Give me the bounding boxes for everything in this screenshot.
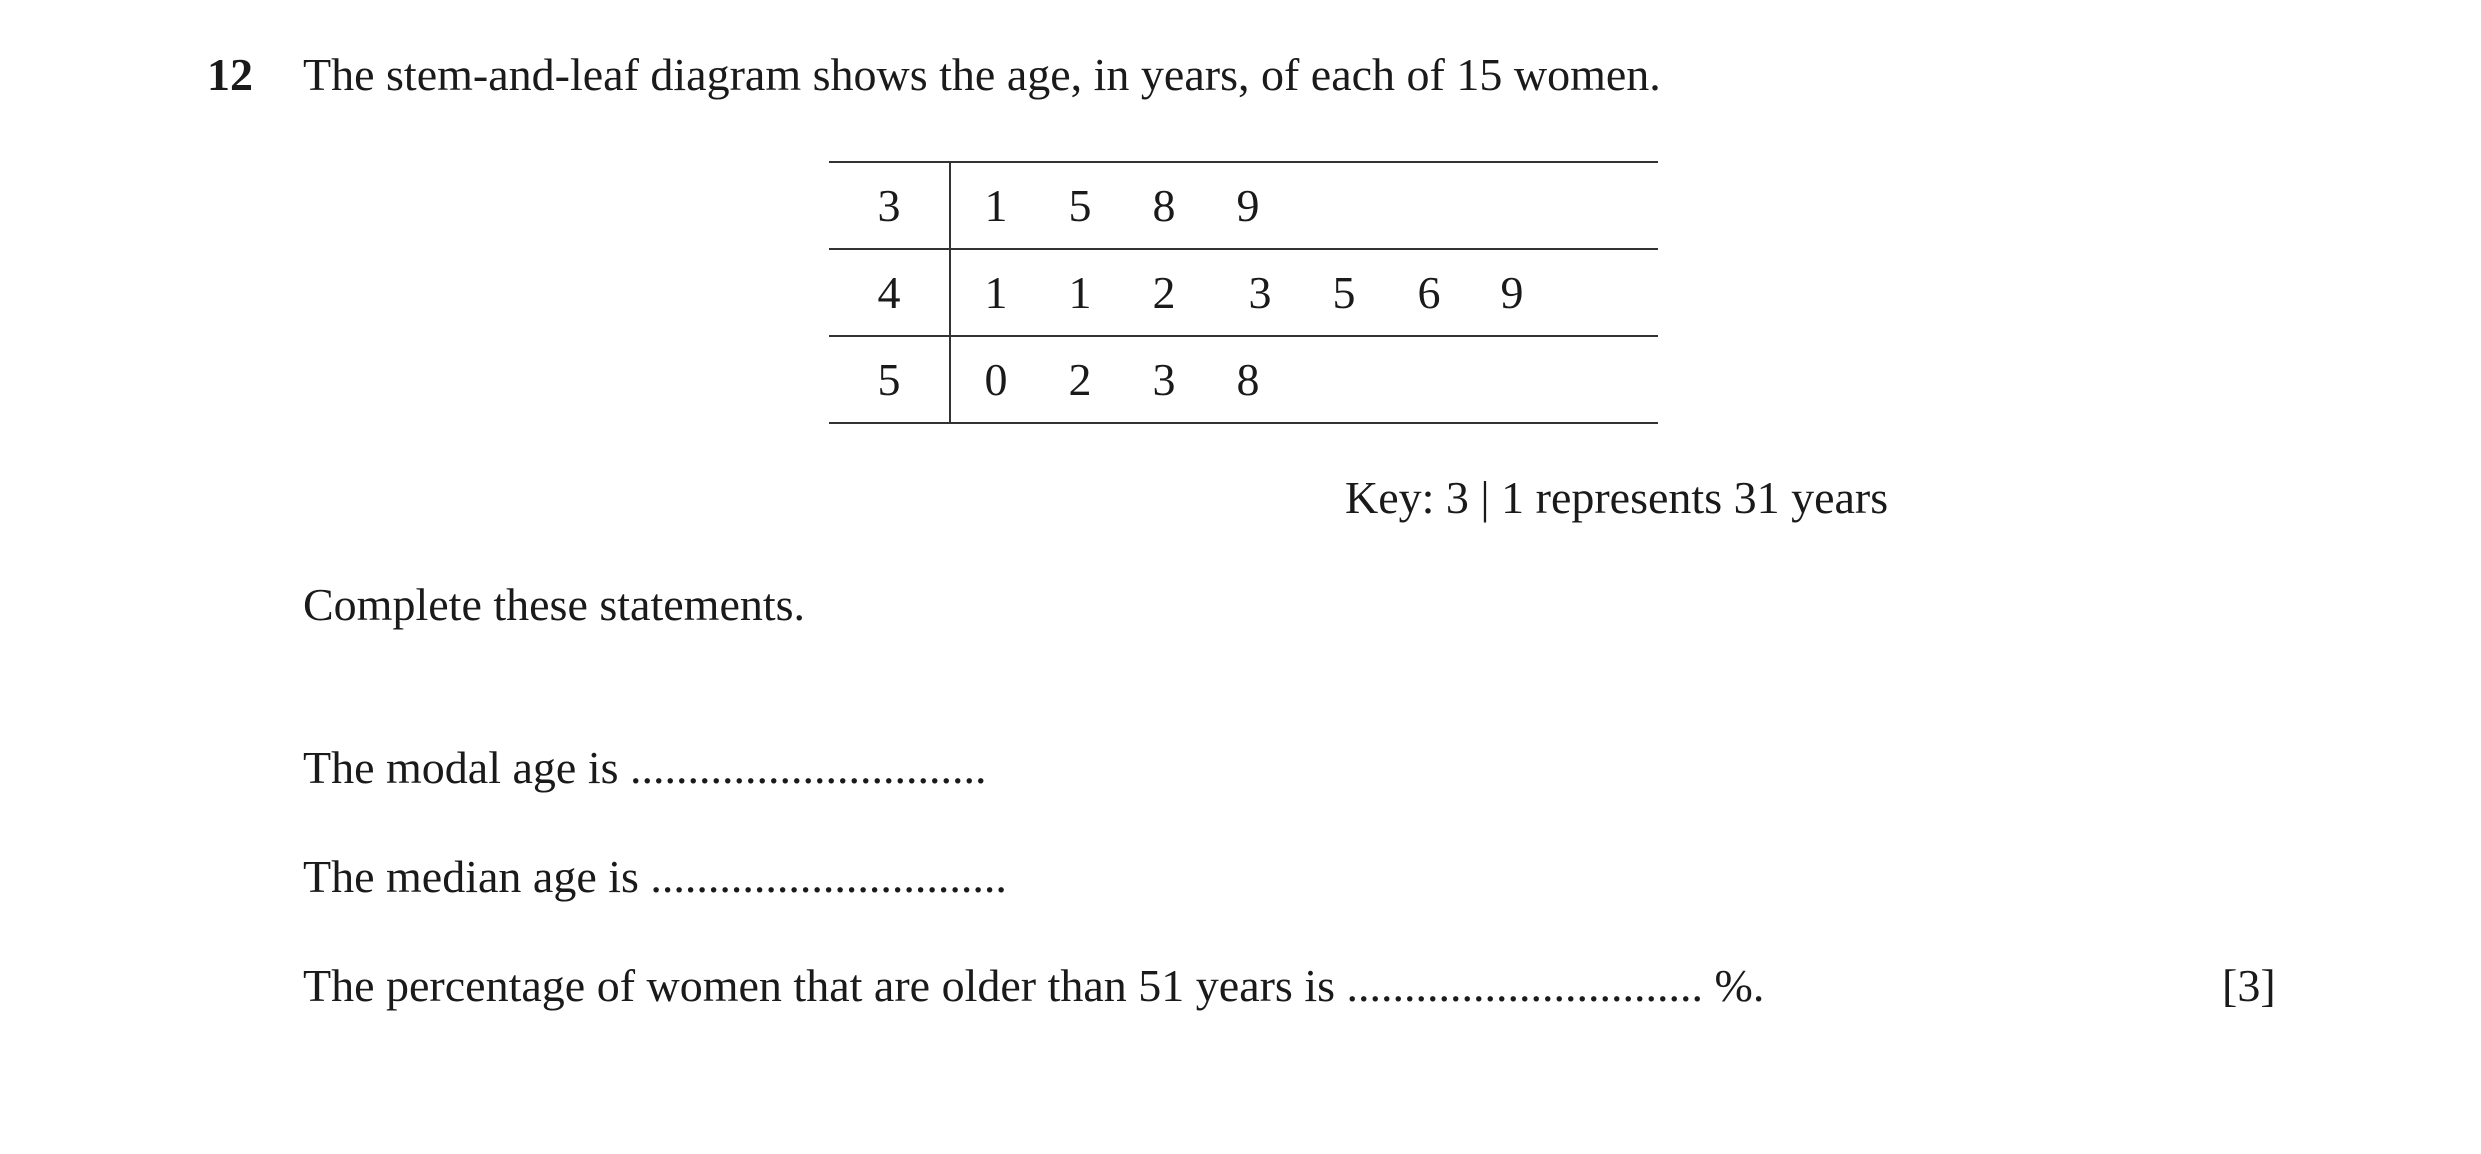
leaf-value: 8 xyxy=(1152,180,1176,231)
stem-leaf-row xyxy=(829,161,1658,248)
stem-value: 4 xyxy=(877,267,901,318)
leaf-value: 9 xyxy=(1500,267,1524,318)
instructions: Complete these statements. xyxy=(303,579,806,630)
leaf-value: 3 xyxy=(1248,267,1272,318)
diagram-key: Key: 3 | 1 represents 31 years xyxy=(1345,472,1889,523)
leaf-value: 3 xyxy=(1152,354,1176,405)
stem-divider xyxy=(949,163,951,248)
stem-value: 3 xyxy=(877,180,901,231)
question-number: 12 xyxy=(207,49,253,100)
leaf-value: 2 xyxy=(1152,267,1176,318)
leaf-value: 1 xyxy=(984,180,1008,231)
leaf-value: 1 xyxy=(984,267,1008,318)
modal-age-statement: The modal age is ............................... xyxy=(303,742,987,793)
percentage-statement: The percentage of women that are older than 51 years is ............................... %. xyxy=(303,960,1765,1011)
leaf-value: 0 xyxy=(984,354,1008,405)
stem-divider xyxy=(949,250,951,335)
stem-value: 5 xyxy=(877,354,901,405)
stem-and-leaf-diagram xyxy=(829,161,1658,424)
marks-allocation: [3] xyxy=(2222,960,2276,1011)
leaf-value: 5 xyxy=(1068,180,1092,231)
stem-divider xyxy=(949,337,951,422)
leaf-value: 5 xyxy=(1332,267,1356,318)
question-intro: The stem-and-leaf diagram shows the age, in years, of each of 15 women. xyxy=(303,49,1661,100)
median-age-statement: The median age is ............................... xyxy=(303,851,1007,902)
leaf-value: 1 xyxy=(1068,267,1092,318)
stem-leaf-row xyxy=(829,335,1658,424)
leaf-value: 8 xyxy=(1236,354,1260,405)
leaf-value: 2 xyxy=(1068,354,1092,405)
leaf-value: 6 xyxy=(1417,267,1441,318)
leaf-value: 9 xyxy=(1236,180,1260,231)
stem-leaf-row xyxy=(829,248,1658,335)
